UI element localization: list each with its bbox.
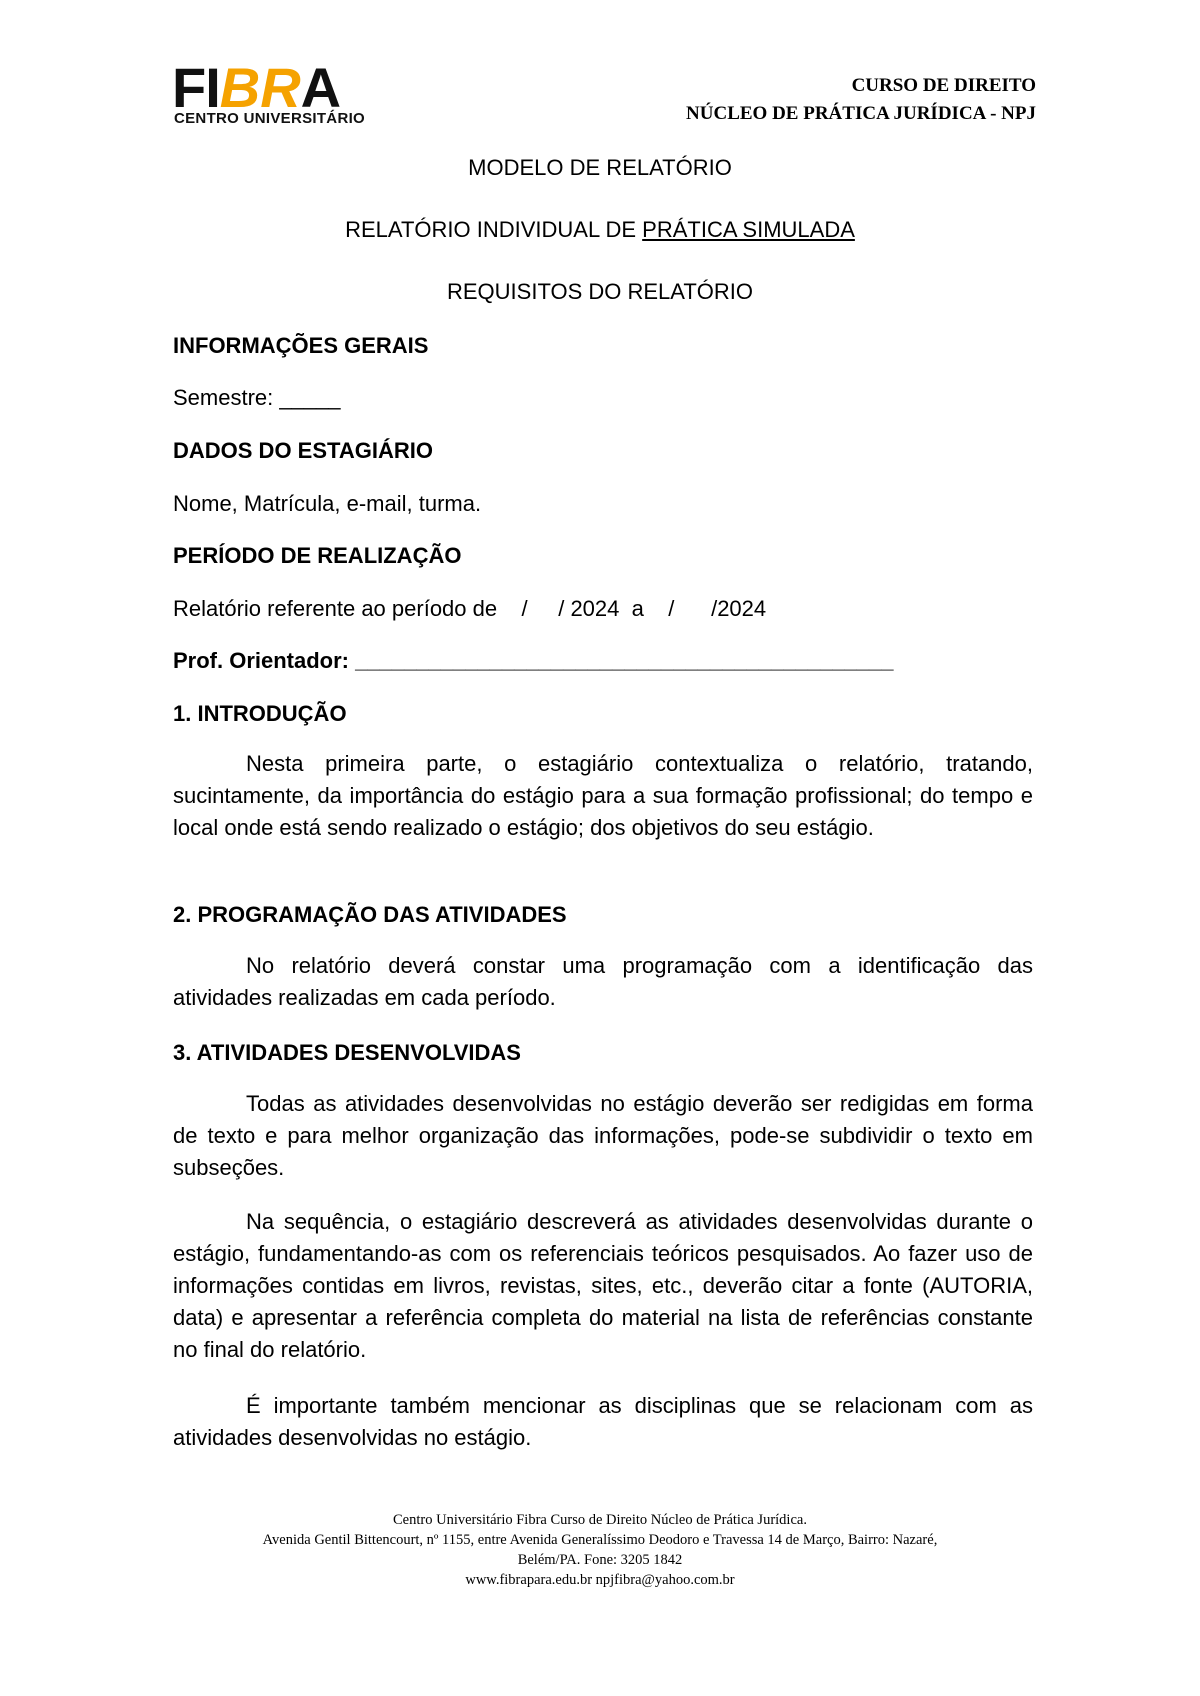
requirements-title: REQUISITOS DO RELATÓRIO: [446, 279, 753, 304]
fibra-logo: [172, 56, 382, 128]
period-heading: PERÍODO DE REALIZAÇÃO: [173, 543, 462, 568]
footer-address: Avenida Gentil Bittencourt, nº 1155, entre Avenida Generalíssimo Deodoro e Travessa 14 de Março, Bairro: Nazaré,: [262, 1532, 938, 1548]
advisor-field: Prof. Orientador: ____________________________________________: [173, 648, 894, 673]
logo-part-a: A: [300, 56, 341, 119]
section-3-paragraph-3: É importante também mencionar as disciplinas que se relacionam com as atividades desenvolvidas no estágio.: [173, 1393, 1033, 1450]
header-nucleus: NÚCLEO DE PRÁTICA JURÍDICA - NPJ: [686, 103, 1036, 124]
section-3-paragraph-2: Na sequência, o estagiário descreverá as atividades desenvolvidas durante o estágio, fundamentando-as com os referenciais teóricos pesquisados. Ao fazer uso de informações contidas em livros, revistas, sites, etc., deverão citar a fonte (AUTORIA, data) e apresentar a referência completa do material na lista de referências constante no final do relatório.: [173, 1209, 1033, 1362]
section-1-paragraph: Nesta primeira parte, o estagiário contextualiza o relatório, tratando, sucintamente, da importância do estágio para a sua formação profissional; do tempo e local onde está sendo realizado o estágio; dos objetivos do seu estágio.: [173, 751, 1033, 840]
logo-part-fi: FI: [172, 56, 220, 119]
header-course-info: [686, 72, 1036, 128]
logo-part-br: BR: [219, 56, 301, 119]
section-2-paragraph: No relatório deverá constar uma programação com a identificação das atividades realizadas em cada período.: [173, 953, 1033, 1010]
report-subtitle-a: RELATÓRIO INDIVIDUAL DE: [345, 217, 643, 242]
general-info-heading: INFORMAÇÕES GERAIS: [173, 333, 429, 358]
section-3-heading: 3. ATIVIDADES DESENVOLVIDAS: [173, 1040, 521, 1065]
footer-institution: Centro Universitário Fibra Curso de Direito Núcleo de Prática Jurídica.: [393, 1512, 807, 1528]
period-text: Relatório referente ao período de / / 2024 a / /2024: [173, 596, 767, 621]
section-1-heading: 1. INTRODUÇÃO: [173, 701, 347, 726]
footer-contacts: www.fibrapara.edu.br npjfibra@yahoo.com.br: [465, 1572, 735, 1588]
report-subtitle: [0, 217, 1200, 243]
page-footer: [0, 1510, 1200, 1590]
intern-fields-text: Nome, Matrícula, e-mail, turma.: [173, 491, 482, 516]
header-course: CURSO DE DIREITO: [851, 75, 1036, 96]
document-title: MODELO DE RELATÓRIO: [468, 155, 732, 180]
logo-wordmark: [172, 56, 341, 119]
semester-field: Semestre: _____: [173, 385, 341, 410]
logo-subtitle: CENTRO UNIVERSITÁRIO: [174, 110, 366, 127]
report-subtitle-underlined: PRÁTICA SIMULADA: [642, 217, 855, 242]
intern-data-heading: DADOS DO ESTAGIÁRIO: [173, 438, 433, 463]
section-3-paragraph-1: Todas as atividades desenvolvidas no estágio deverão ser redigidas em forma de texto e para melhor organização das informações, pode-se subdividir o texto em subseções.: [173, 1091, 1033, 1180]
footer-city-phone: Belém/PA. Fone: 3205 1842: [517, 1552, 683, 1568]
section-2-heading: 2. PROGRAMAÇÃO DAS ATIVIDADES: [173, 902, 567, 927]
